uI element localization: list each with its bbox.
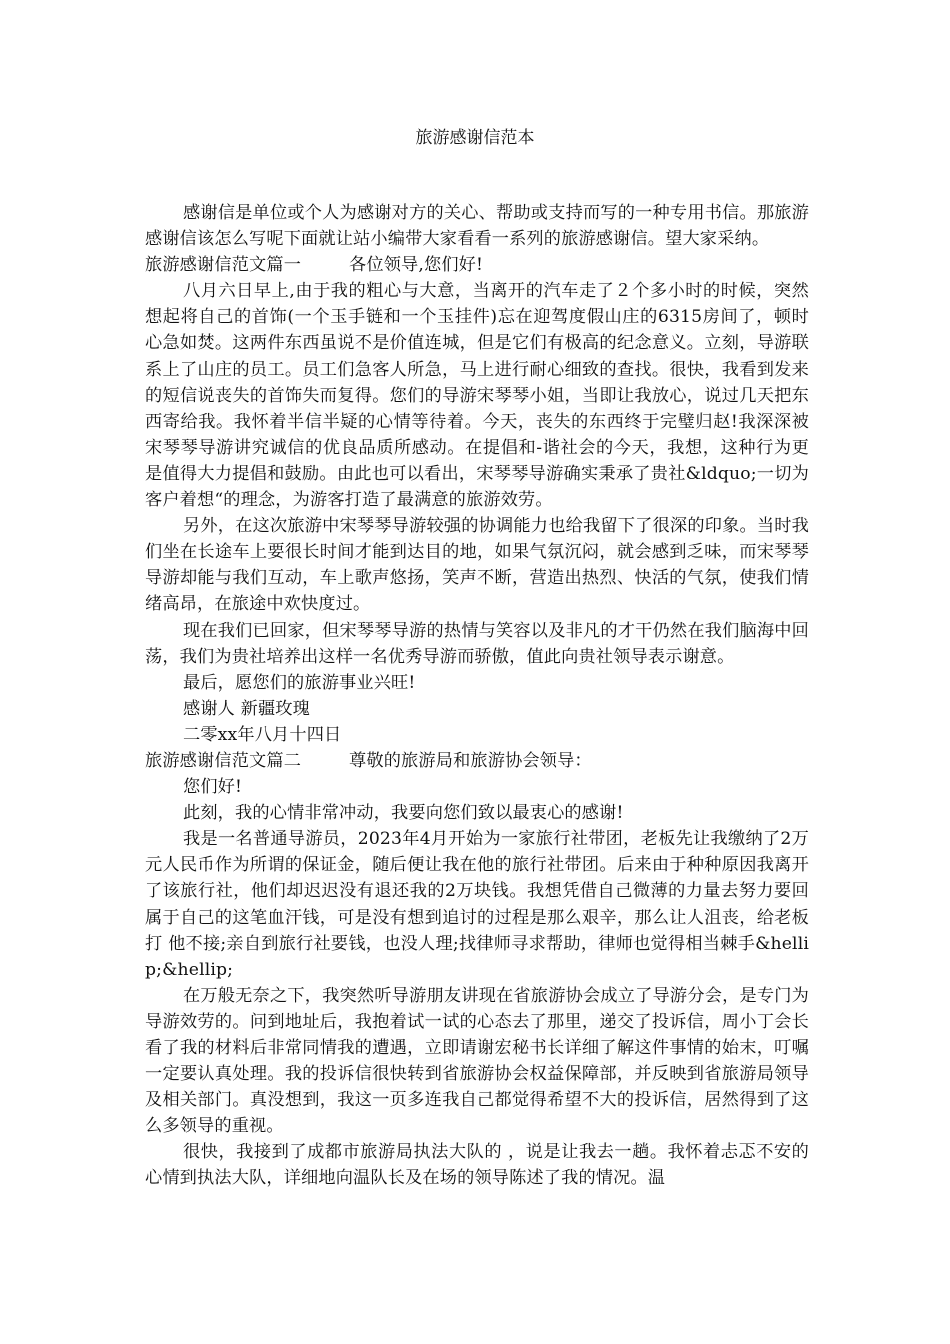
letter2-salutation: 尊敬的旅游局和旅游协会领导： — [349, 750, 592, 771]
letter2-heading: 旅游感谢信范文篇二 — [145, 750, 302, 771]
letter1-heading: 旅游感谢信范文篇一 — [145, 255, 302, 276]
letter1-date: 二零xx年八月十四日 — [183, 724, 342, 745]
letter2-paragraph-2: 我是一名普通导游员，2023年4月开始为一家旅行社带团，老板先让我缴纳了2万元人民币作为所谓的保证金，随后便让我在他的旅行社带团。后来由于种种原因我离开了该旅行社，他们却迟迟没有退还我的2万块钱。我想凭借自己微薄的力量去努力要回属于自己的这笔血汗钱，可是没有想到追讨的过程是那么艰辛，那么让人沮丧，给老板打 他不接;亲自到旅行社要钱，也没人理;找律师寻求帮助，律师也觉得相当棘手&hellip;&hellip; — [145, 829, 809, 980]
letter1-closing: 最后，愿您们的旅游事业兴旺! — [183, 672, 416, 693]
letter1-paragraph-3: 现在我们已回家，但宋琴琴导游的热情与笑容以及非凡的才干仍然在我们脑海中回荡，我们为贵社培养出这样一名优秀导游而骄傲，值此向贵社领导表示谢意。 — [145, 620, 809, 667]
document-body — [145, 200, 809, 1192]
letter1-paragraph-2: 另外，在这次旅游中宋琴琴导游较强的协调能力也给我留下了很深的印象。当时我们坐在长途车上要很长时间才能到达目的地，如果气氛沉闷，就会感到乏味，而宋琴琴导游却能与我们互动，车上歌声悠扬，笑声不断，营造出热烈、快活的气氛，使我们情绪高昂，在旅途中欢快度过。 — [145, 516, 809, 615]
letter2-paragraph-3: 在万般无奈之下，我突然听导游朋友讲现在省旅游协会成立了导游分会，是专门为导游效劳的。问到地址后，我抱着试一试的心态去了那里，递交了投诉信，周小丁会长看了我的材料后非常同情我的遭遇，立即请谢宏秘书长详细了解这件事情的始末，叮嘱一定要认真处理。我的投诉信很快转到省旅游协会权益保障部，并反映到省旅游局领导及相关部门。真没想到，我这一页多连我自己都觉得希望不大的投诉信，居然得到了这么多领导的重视。 — [145, 985, 809, 1137]
letter1-signature: 感谢人 新疆玫瑰 — [183, 698, 310, 719]
letter2-paragraph-4: 很快，我接到了成都市旅游局执法大队的 ，说是让我去一趟。我怀着忐忑不安的心情到执法大队，详细地向温队长及在场的领导陈述了我的情况。温 — [145, 1142, 809, 1189]
letter2-heading-line — [145, 748, 809, 774]
letter1-heading-line — [145, 252, 809, 278]
letter2-greeting: 您们好! — [183, 777, 243, 798]
letter1-salutation: 各位领导,您们好! — [349, 255, 484, 276]
letter2-paragraph-1: 此刻，我的心情非常冲动，我要向您们致以最衷心的感谢! — [183, 803, 624, 824]
page-title: 旅游感谢信范本 — [415, 128, 535, 148]
letter1-paragraph-1: 八月六日早上,由于我的粗心与大意，当离开的汽车走了２个多小时的时候，突然想起将自己的首饰(一个玉手链和一个玉挂件)忘在迎驾度假山庄的6315房间了，顿时心急如焚。这两件东西虽说不是价值连城，但是它们有极高的纪念意义。立刻，导游联系上了山庄的员工。员工们急客人所急，马上进行耐心细致的查找。很快，我看到发来的短信说丧失的首饰失而复得。您们的导游宋琴琴小姐，当即让我放心，说过几天把东西寄给我。我怀着半信半疑的心情等待着。今天，丧失的东西终于完璧归赵!我深深被宋琴琴导游讲究诚信的优良品质所感动。在提倡和-谐社会的今天，我想，这种行为更是值得大力提倡和鼓励。由此也可以看出，宋琴琴导游确实秉承了贵社&ldquo;一切为客户着想“的理念，为游客打造了最满意的旅游效劳。 — [145, 281, 809, 511]
intro-paragraph: 感谢信是单位或个人为感谢对方的关心、帮助或支持而写的一种专用书信。那旅游感谢信该怎么写呢下面就让站小编带大家看看一系列的旅游感谢信。望大家采纳。 — [145, 203, 809, 250]
